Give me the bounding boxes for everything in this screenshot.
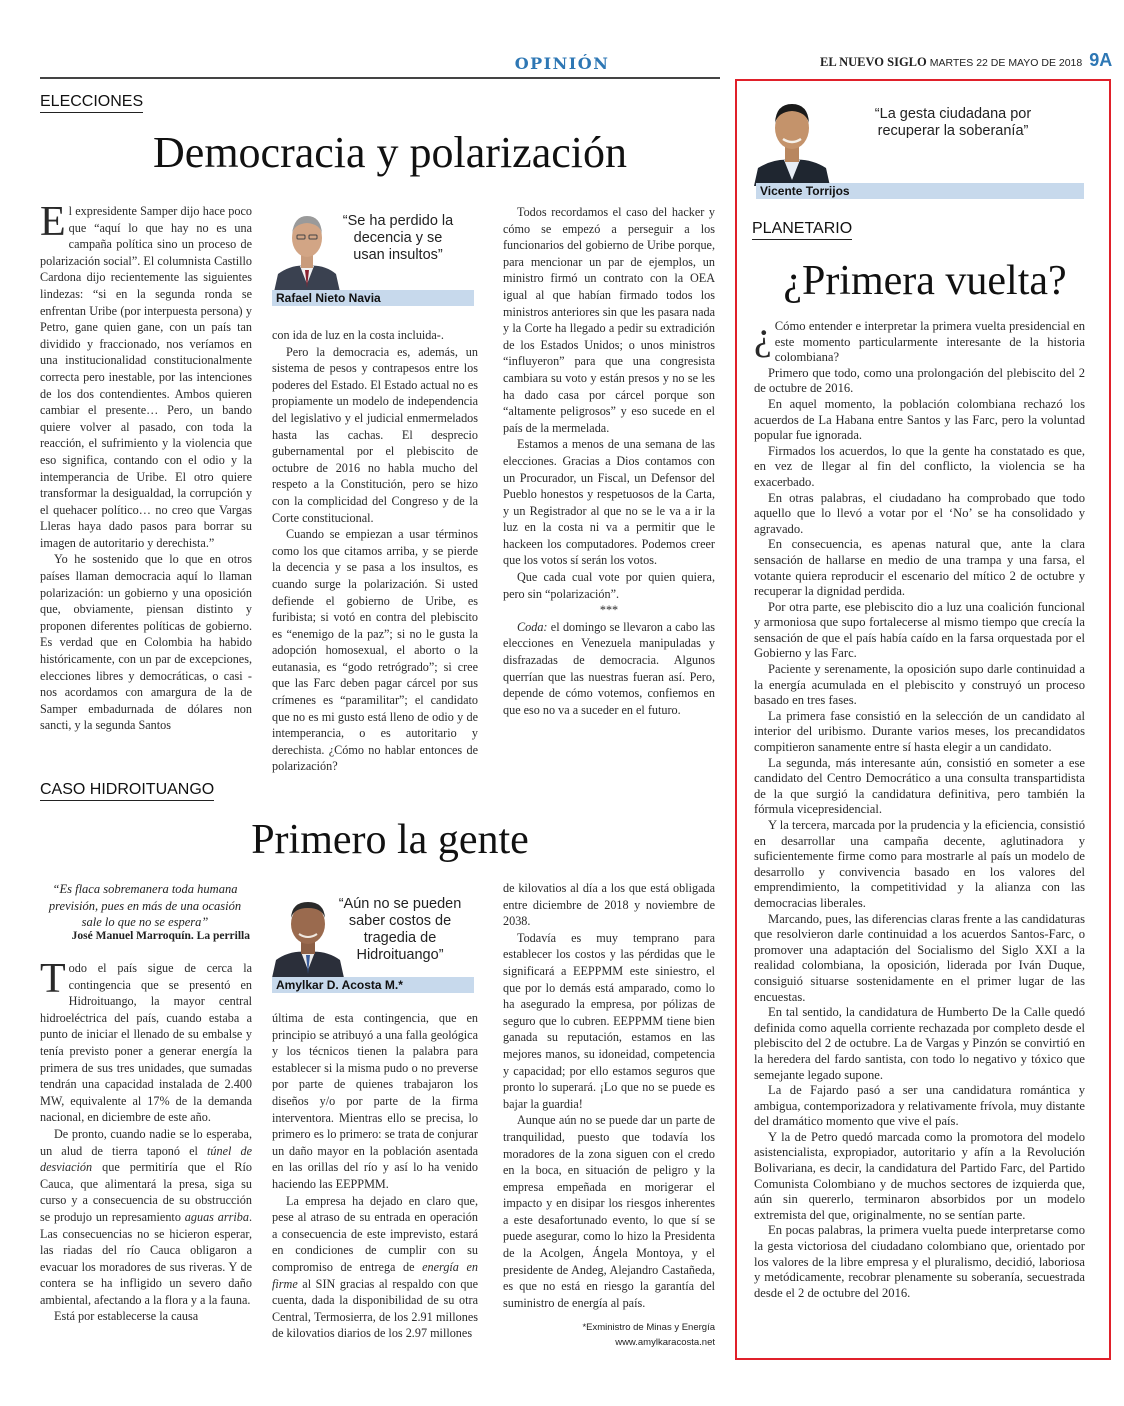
article1-paragraph: Cuando se empiezan a usar términos como los que citamos arriba, y se pierde la decencia y se pasa a los insultos, es cuando surge la polarización. Si usted defiende el gobierno de Uribe, es furibista; si votó en contra del plebiscito es “enemigo de la paz”; si no le gusta la adopción homosexual, el aborto o la eutanasia, es “godo retrógrado”; si cree que las Farc deben pagar cárcel por sus crímenes es “paramilitar”; el candidato que no es mi gusto está lleno de odio y de intemperancia, o es autoritario y derechista. ¿Cómo no hablar entonces de polarización? (272, 527, 478, 774)
masthead (820, 50, 1112, 71)
article1-paragraph: Estamos a menos de una semana de las elecciones. Gracias a Dios contamos con un Procurador, un Fiscal, un Defensor del Pueblo honestos y respetuosos de la Carta, y un Registrador al que no se le va a ir la luz en la costa ni va a permitir que le hackeen los computadores. Podemos creer que los votos sí serán los votos. (503, 437, 715, 568)
article3-paragraph: En consecuencia, es apenas natural que, ante la clara sensación de hallarse en medio de una trampa y una farsa, el votante quiera reproducir el escenario del mítico 2 de octubre y recuperar la dignidad perdida. (754, 537, 1085, 599)
article2-epigraph-author: José Manuel Marroquín. La perrilla (71, 930, 250, 942)
author-photo-vicente-torrijos (752, 90, 832, 186)
article1-headline: Democracia y polarización (153, 128, 627, 177)
article1-column-2 (272, 327, 478, 775)
article3-pull-quote: “La gesta ciudadana por recuperar la soberanía” (874, 106, 1032, 139)
header-rule (40, 77, 720, 79)
text-run: que permitiría que el Río Cauca, que alimentará la presa, siga su curso y a consecuencia de su obstrucción se produjo un represamiento (40, 1160, 252, 1224)
article2-column-2 (272, 1010, 478, 1342)
article1-paragraph: con ida de luz en la costa incluida-. (272, 328, 444, 342)
article3-author: Vicente Torrijos (756, 183, 1084, 199)
author-photo-rafael-nieto (272, 204, 342, 292)
article3-paragraph: Primero que todo, como una prolongación del plebiscito del 2 de octubre de 2016. (754, 365, 1085, 396)
article2-author: Amylkar D. Acosta M.* (272, 977, 474, 993)
text-emphasis: túnel de desviación (40, 1143, 252, 1175)
article2-pull-quote: “Aún no se pueden saber costos de tragedia de Hidroituango” (338, 896, 462, 963)
article3-paragraph: Y la de Petro quedó marcada como la promotora del modelo asistencialista, expropiador, autoritario y afín a la Revolución Bolivariana, es decir, la candidatura del Partido Farc, del Partido Comunista Colombiano y de muchos sectores de izquierda que, aún sin quererlo, terminaron absorbidos por un modelo extremista del que, originalmente, no se sentían parte. (754, 1129, 1085, 1222)
coda-text: el domingo se llevaron a cabo las elecciones en Venezuela manipuladas y disfrazadas de democracia. Algunos querrían que las nuestras fueran así. Pero, depende de cómo votemos, confiemos en que eso no va a suceder en el futuro. (503, 619, 715, 717)
article1-column-1 (40, 199, 252, 734)
text-run: al SIN gracias al respaldo con que cuenta, dada la disponibilidad de su otra Central, Termosierra, de los 2.91 millones de kilovatios diarios de los 2.97 millones (272, 1276, 478, 1341)
article3-paragraph: La segunda, más interesante aún, consistió en someter a ese candidato del Centro Democrático a una consulta transpartidista de la que surgió la candidatura definitiva, pero también la fórmula vicepresidencial. (754, 755, 1085, 817)
text-emphasis: aguas arriba (184, 1209, 249, 1224)
author-photo-amylkar-acosta (272, 890, 344, 978)
paper-name: EL NUEVO SIGLO (820, 55, 927, 69)
article2-paragraph: Está por establecerse la causa (54, 1309, 199, 1324)
issue-date: MARTES 22 DE MAYO DE 2018 (929, 57, 1083, 69)
article3-paragraph: Firmados los acuerdos, lo que la gente ha constatado es que, en vez de llegar al fin del conflicto, la violencia se ha exacerbado. (754, 443, 1085, 489)
article3-paragraph: Paciente y serenamente, la oposición supo darle continuidad a la energía acumulada en el plebiscito y construyó un proceso basado en tres fases. (754, 662, 1085, 708)
article2-column-1 (40, 956, 252, 1325)
article2-paragraph: última de esta contingencia, que en principio se atribuyó a una falla geológica y los técnicos tienen la palabra para establecer si la misma pudo o no preverse por parte de quienes trabajaron los diseños y/o por parte de la firma interventora. Mientras ello se precisa, lo primero es lo primero: se trata de conjurar un daño mayor en la población asentada en las orillas del río y así lo ha venido haciendo las EEPPMM. (272, 1011, 478, 1191)
article3-headline: ¿Primera vuelta? (783, 258, 1067, 304)
article3-kicker: PLANETARIO (752, 220, 852, 240)
drop-cap: ¿ (754, 313, 772, 358)
article1-column-3 (503, 204, 715, 718)
section-separator: *** (599, 603, 619, 618)
page-number: 9A (1089, 50, 1113, 70)
author-website-link[interactable]: www.amylkaracosta.net (615, 1337, 715, 1348)
article1-paragraph: l expresidente Samper dijo hace poco que “aquí lo que hay no es una campaña política sino un proceso de polarización social”. El columnista Castillo Cardona dijo recientemente las siguientes lindezas: “si en la segunda ronda se enfrentan Uribe (por interpuesta persona) y Petro, gane quien gane, con un país tan dividido y fraccionado, nos veríamos en una institucionalidad constitucionalmente correcta pero inestable, por las intenciones de los dos contendientes. Ambos quieren cambiar el presente… Pero, un bando quiere volver al pasado, con toda la reacción, el sufrimiento y la violencia que eso significa, contando con el odio y la intemperancia de Uribe. El otro quiere transformar la desigualdad, la corrupción y el quehacer político… no creo que Vargas Lleras haya dado pasos para borrar su imagen de autoritario y derechista.” (40, 204, 252, 550)
article3-paragraph: Cómo entender e interpretar la primera vuelta presidencial en este momento particularmente interesante de la historia colombiana? (774, 319, 1085, 365)
article3-paragraph: En aquel momento, la población colombiana rechazó los acuerdos de La Habana entre Santos y las Farc, pero la voluntad popular fue ignorada. (754, 396, 1085, 443)
article3-paragraph: En otras palabras, el ciudadano ha comprobado que todo aquello que lo llevó a votar por el ‘No’ se ha consolidado y agravado. (754, 490, 1085, 536)
article1-kicker: ELECCIONES (40, 93, 143, 113)
coda-label: Coda: (517, 619, 548, 634)
article3-paragraph: En tal sentido, la candidatura de Humberto De la Calle quedó definida como aquella corriente rechazada por completo desde el plebiscito del 2 de octubre. La de Vargas y Pinzón se convirtió en la heredera del fardo santista, con todo lo negativo y tóxico que semejante legado supone. (754, 1005, 1085, 1082)
article3-paragraph: La primera fase consistió en la selección de un candidato al interior del uribismo. Durante varios meses, los precandidatos compitieron sanamente entre sí hasta elegir a un candidato. (754, 708, 1085, 755)
article1-paragraph: Yo he sostenido que lo que en otros países llaman democracia aquí lo llaman polarización: un gobierno y una oposición que, obviamente, piensan distinto y proponen diferentes políticas de gobierno. Es verdad que en Colombia ha habido históricamente, con un par de excepciones, elecciones libres y democráticas, o casi - nos acordamos con amargura de la de Samper embadurnada de dólares non sancti, y la segunda Santos (40, 552, 252, 733)
drop-cap: T (40, 956, 66, 1002)
article2-kicker: CASO HIDROITUANGO (40, 781, 214, 801)
text-run: La empresa ha dejado en claro que, pese al atraso de su entrada en operación a consecuencia de este imprevisto, estará en condiciones de cumplir con su compromiso de entrega de (272, 1193, 478, 1274)
article1-paragraph: Pero la democracia es, además, un sistema de pesos y contrapesos entre los poderes del Estado. El Estado actual no es propiamente un modelo de independencia del legislativo y el judicial enmermelados hasta las cachas. El desprecio gubernamental por el plebiscito de octubre de 2016 no habla mucho del respeto a la Constitución, pero se hizo con la complicidad del Congreso y de la Corte constitucional. (272, 344, 478, 525)
article2-headline: Primero la gente (251, 817, 529, 863)
article1-paragraph: Todos recordamos el caso del hacker y cómo se empezó a perseguir a los funcionarios del gobierno de Uribe porque, para mencionar un par de ejemplos, un ministro firmó un contrato con la OEA igual al que habían firmado todos los ministros anteriores sin que les pasara nada y la Corte ha llegado a pedir su extradición de los Estados Unidos; o unos ministros “influyeron” para que una congresista cambiara su voto y están presos y no se les ha dado casa por cárcel porque son “altamente peligrosos” y eso sucede en el país de la mermelada. (503, 205, 715, 435)
article1-author: Rafael Nieto Navia (272, 290, 474, 306)
article3-body (754, 313, 1086, 1301)
article3-paragraph: Marcando, pues, las diferencias claras frente a las candidaturas que resolvieron darle continuidad a los acuerdos Santos-Farc, o promover una adaptación del Socialismo del Siglo XXI a la realidad colombiana, la oposición, liderada por Iván Duque, consiguió situarse sostenidamente en el primer lugar de las encuestas. (754, 911, 1085, 1004)
article3-paragraph: Y la tercera, marcada por la prudencia y la eficiencia, consistió en desarrollar una campaña decente, aglutinadora y suficientemente firme como para mostrarle al país un modelo de desarrollo y convivencia basado en los valores del emprendimiento, la competitividad y la alianza con las democracias liberales. (754, 818, 1086, 910)
drop-cap: E (40, 199, 66, 245)
article1-pull-quote: “Se ha perdido la decencia y se usan insultos” (342, 213, 454, 263)
article2-paragraph: de kilovatios al día a los que está obligada entre diciembre de 2018 y noviembre de 2038. (503, 881, 715, 929)
article3-paragraph: En pocas palabras, la primera vuelta puede interpretarse como la gesta victoriosa del ciudadano colombiano que, orientado por los valores de la libre empresa y el pluralismo, decidió, laboriosa y metódicamente, recobrar plenamente su soberanía, secuestrada desde el 2 de octubre del 2016. (754, 1223, 1085, 1300)
article2-paragraph: Aunque aún no se puede dar un parte de tranquilidad, puesto que todavía los moradores de la zona siguen con el credo en la boca, en situación de peligro y la empresa empeñada en morigerar el impacto y en disipar los riesgos inherentes a este desafortunado evento, lo que sí se puede asegurar, como lo hizo la Presidenta de la Acolgen, Ángela Montoya, y el presidente de Andeg, Alejandro Castañeda, es que no está en riesgo la garantía del suministro de energía al país. (503, 1113, 715, 1310)
text-emphasis: energía en firme (272, 1259, 478, 1291)
article2-epigraph: “Es flaca sobremanera toda humana previsión, pues en más de una ocasión sale lo que no se espera” (48, 882, 242, 929)
article2-column-3 (503, 880, 715, 1311)
text-run: De pronto, cuando nadie se lo esperaba, un alud de tierra taponó el (40, 1126, 252, 1158)
article1-paragraph: Que cada cual vote por quien quiera, pero sin “polarización”. (503, 570, 715, 601)
text-run: . Las consecuencias no se hicieron esperar, las riadas del río Cauca obligaron a evacuar los moradores de sus riveras. Y de contera se ha infligido un severo daño ambiental, afectando a la flora y a la fauna. (40, 1209, 252, 1307)
author-credit: *Exministro de Minas y Energía (582, 1322, 715, 1333)
article3-paragraph: La de Fajardo pasó a ser una candidatura romántica y ambigua, contemporizadora y relativamente frívola, muy distante del dramático momento que vive el país. (754, 1083, 1085, 1129)
article3-paragraph: Por otra parte, ese plebiscito dio a luz una coalición funcional y armoniosa que supo fortalecerse al mismo tiempo que crecía la sensación de que el país había caído en la farsa orquestada por el Gobierno y las Farc. (754, 599, 1085, 661)
section-title: OPINIÓN (514, 54, 610, 73)
article2-paragraph: Todavía es muy temprano para establecer los costos y las pérdidas que le significará a EEPPMM este siniestro, el que por lo demás está amparado, como lo ha asegurado la empresa, por pólizas de seguro que lo cubren. EEPPMM tiene bien ganada su reputación, estamos en las mejores manos, su idoneidad, competencia y capacidad; por ello estamos seguros que pronto lo superará. ¡Lo que no se puede es bajar la guardia! (503, 930, 715, 1111)
article2-paragraph: odo el país sigue de cerca la contingencia que se presentó en Hidroituango, la mayor central hidroeléctrica del país, cuando estaba a punto de iniciar el llenado de su embalse y tenía previsto poner a generar energía la primera de sus tres unidades, que sumadas tendrán una capacidad instalada de 2.400 MW, equivalente al 17% de la demanda nacional, en diciembre de este año. (40, 961, 252, 1125)
